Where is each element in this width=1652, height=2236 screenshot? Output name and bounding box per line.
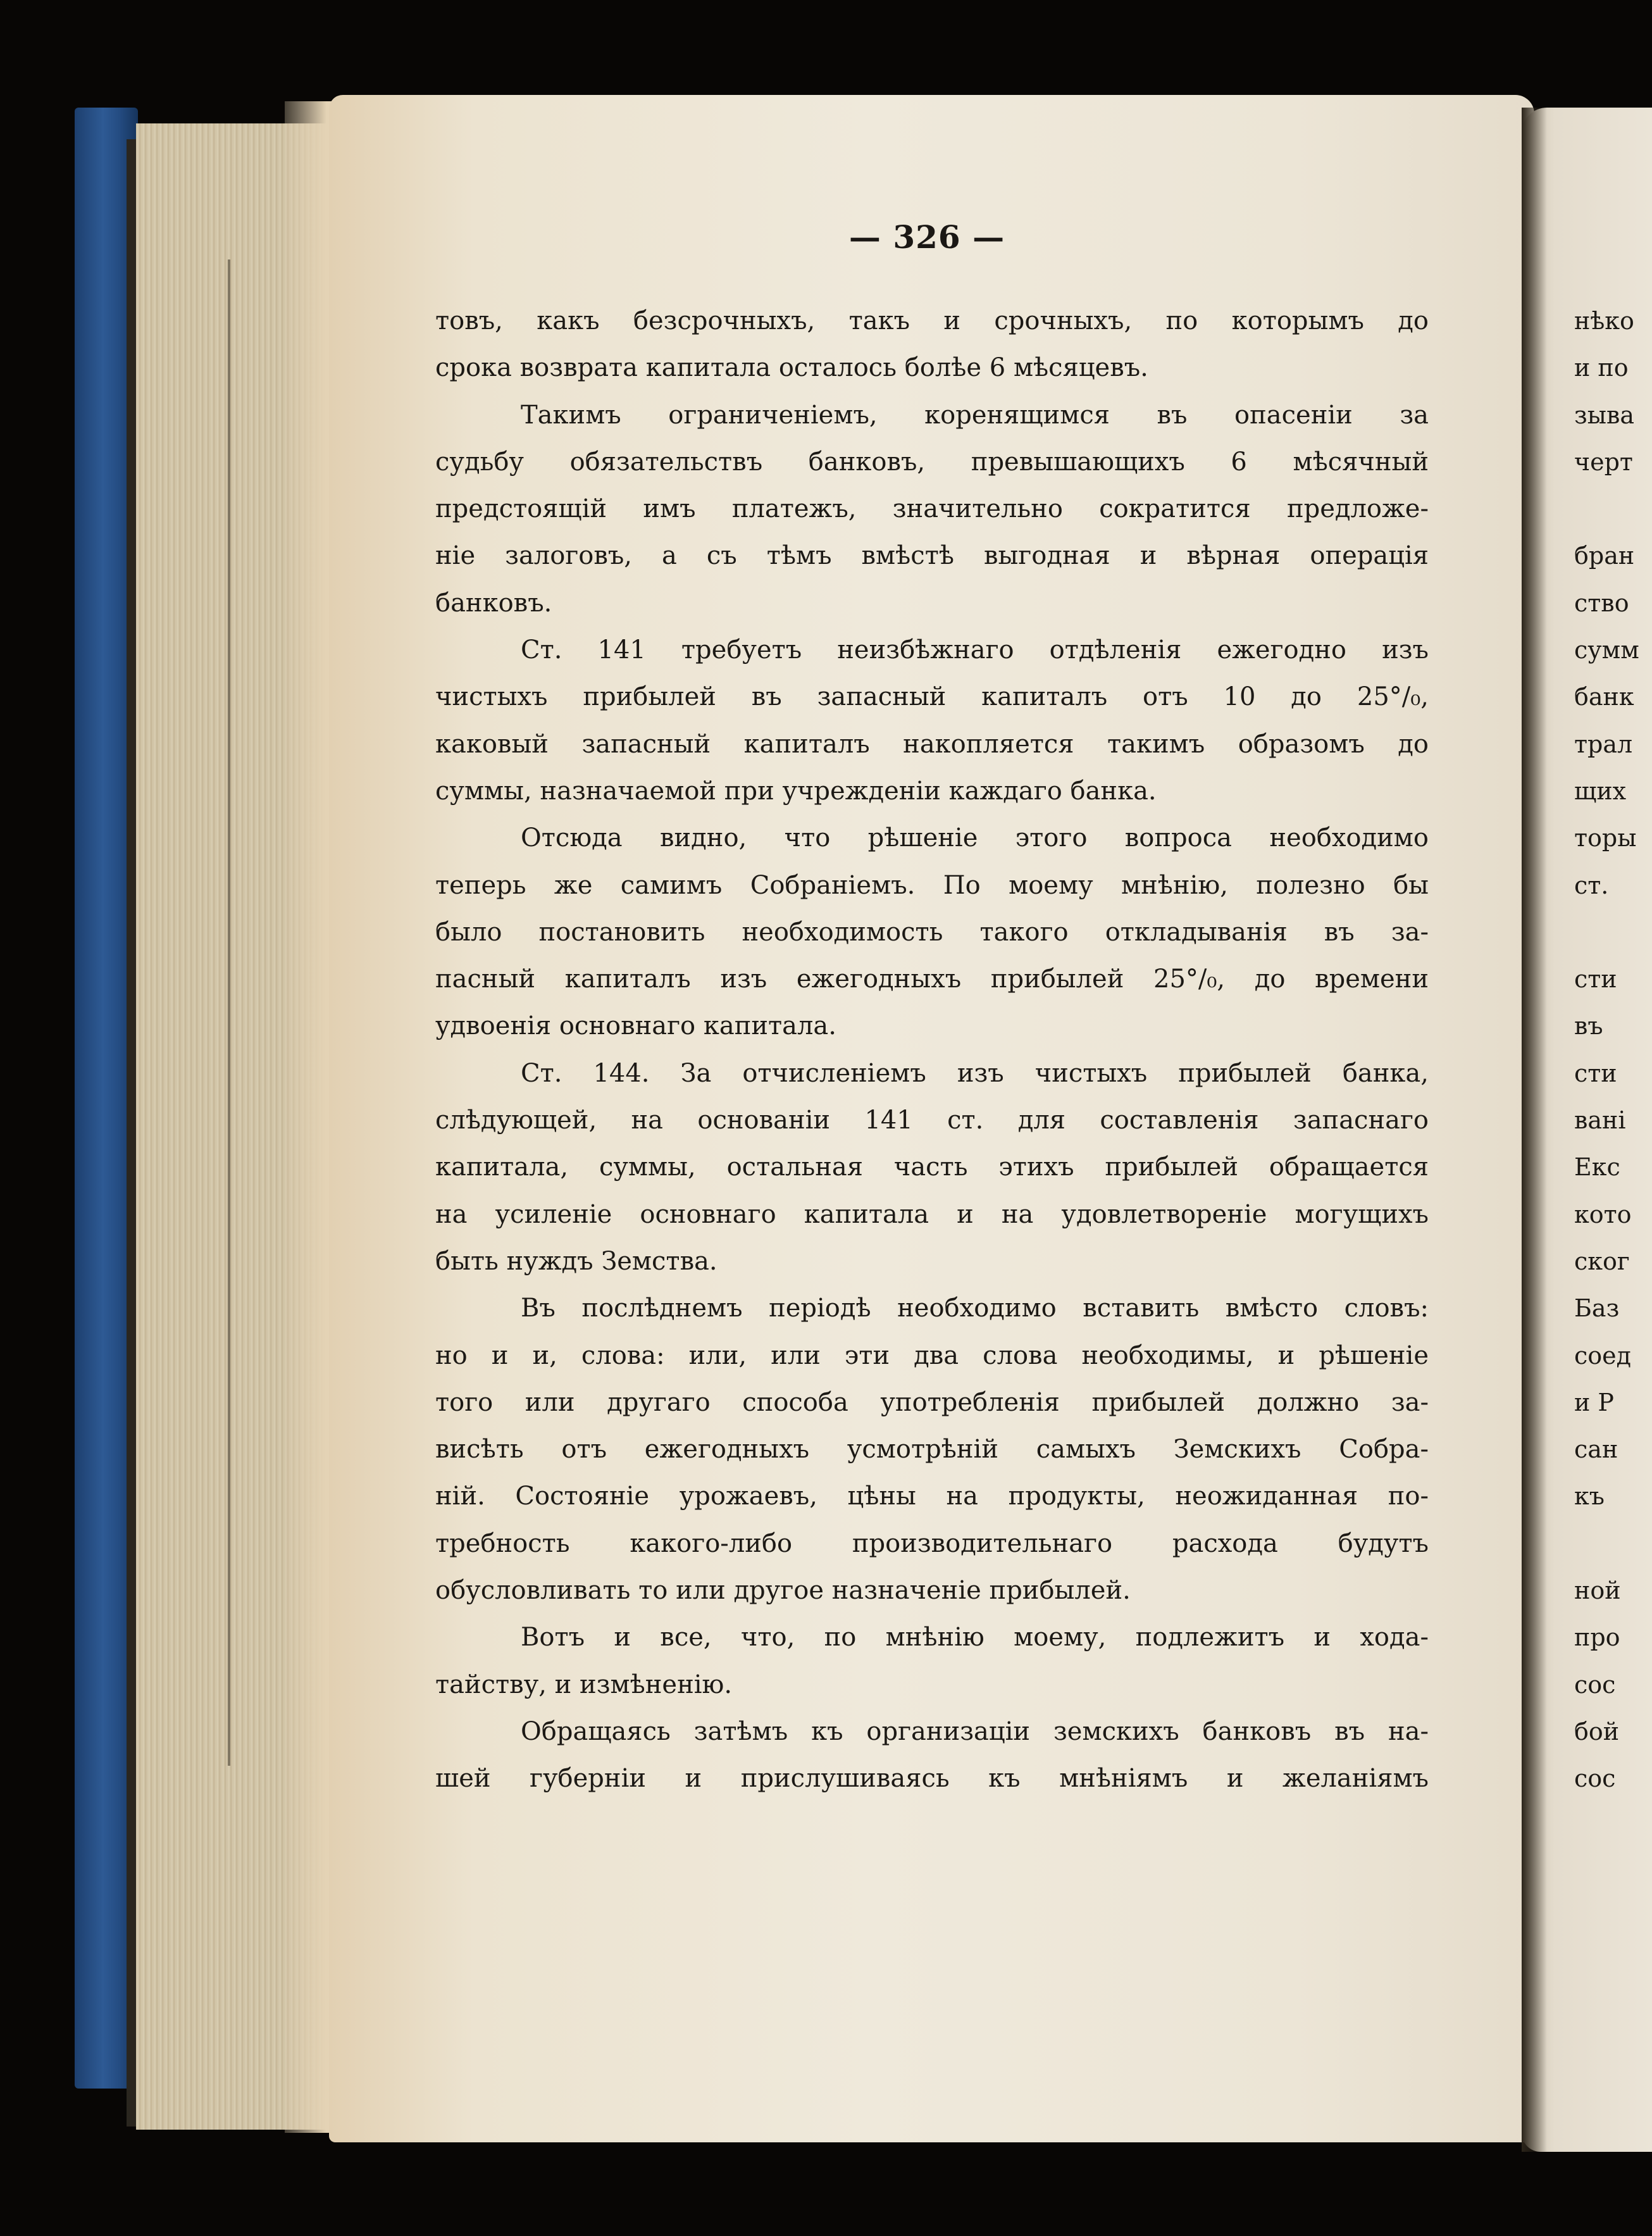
fragment-line: вані: [1574, 1106, 1626, 1135]
next-page-text: [1574, 297, 1652, 1802]
fragment-line: ског: [1574, 1247, 1630, 1275]
text-line: теперь же самимъ Собраніемъ. По моему мнѣнію, полезно бы: [435, 870, 1429, 900]
fragment-line: бой: [1574, 1717, 1620, 1746]
text-line: Отсюда видно, что рѣшеніе этого вопроса необходимо: [521, 823, 1429, 853]
text-line: но и и, слова: или, или эти два слова необходимы, и рѣшеніе: [435, 1340, 1429, 1370]
text-line: капитала, суммы, остальная часть этихъ прибылей обращается: [435, 1152, 1429, 1182]
fragment-line: и по: [1574, 354, 1629, 382]
page-text: [435, 297, 1429, 1802]
fragment-line: соед: [1574, 1341, 1632, 1370]
text-line: чистыхъ прибылей въ запасный капиталъ отъ 10 до 25°/₀,: [435, 682, 1429, 712]
fragment-line: щих: [1574, 777, 1627, 805]
fragment-line: ство: [1574, 589, 1629, 617]
text-line: того или другаго способа употребленія прибылей должно за-: [435, 1387, 1429, 1417]
fragment-line: ст.: [1574, 871, 1609, 899]
text-line: требность какого-либо производительнаго расхода будутъ: [435, 1528, 1429, 1558]
fragment-line: сан: [1574, 1435, 1618, 1464]
fragment-line: и Р: [1574, 1388, 1614, 1416]
text-line: Вотъ и все, что, по мнѣнію моему, подлежитъ и хода-: [521, 1623, 1429, 1652]
fragment-line: сти: [1574, 1059, 1617, 1087]
text-line: слѣдующей, на основаніи 141 ст. для составленія запаснаго: [435, 1106, 1429, 1135]
text-line: удвоенія основнаго капитала.: [435, 1011, 836, 1041]
binding-line: [228, 259, 230, 1766]
page-number: — 326 —: [848, 218, 1005, 256]
fragment-line: ной: [1574, 1577, 1621, 1605]
text-line: предстоящій имъ платежъ, значительно сократится предложе-: [435, 494, 1429, 524]
fragment-line: къ: [1574, 1482, 1605, 1511]
fragment-line: банк: [1574, 683, 1634, 711]
text-line: товъ, какъ безсрочныхъ, такъ и срочныхъ, по которымъ до: [435, 306, 1429, 335]
fragment-line: Баз: [1574, 1294, 1620, 1323]
fragment-line: кото: [1574, 1200, 1632, 1228]
fragment-line: сос: [1574, 1670, 1616, 1699]
fragment-line: торы: [1574, 824, 1637, 853]
fragment-line: Екс: [1574, 1153, 1620, 1182]
text-line: на усиленіе основнаго капитала и на удовлетвореніе могущихъ: [435, 1199, 1429, 1229]
text-line: обусловливать то или другое назначеніе прибылей.: [435, 1576, 1131, 1606]
text-line: пасный капиталъ изъ ежегодныхъ прибылей 25°/₀, до времени: [435, 965, 1429, 994]
fragment-line: сумм: [1574, 636, 1639, 665]
text-line: быть нуждъ Земства.: [435, 1246, 717, 1276]
text-line: суммы, назначаемой при учрежденіи каждаго банка.: [435, 776, 1157, 806]
text-line: каковый запасный капиталъ накопляется такимъ образомъ до: [435, 729, 1429, 759]
text-line: шей губерніи и прислушиваясь къ мнѣніямъ и желаніямъ: [435, 1764, 1429, 1794]
fragment-line: черт: [1574, 447, 1633, 476]
text-line: ніе залоговъ, а съ тѣмъ вмѣстѣ выгодная и вѣрная операція: [435, 541, 1429, 571]
fragment-line: [1574, 1520, 1652, 1567]
fragment-line: зыва: [1574, 401, 1635, 429]
fragment-line: [1574, 909, 1652, 956]
fragment-line: трал: [1574, 730, 1633, 758]
text-line: банковъ.: [435, 588, 552, 618]
text-line: срока возврата капитала осталось болѣе 6 мѣсяцевъ.: [435, 353, 1148, 383]
fragment-line: бран: [1574, 542, 1635, 570]
fragment-line: про: [1574, 1623, 1620, 1652]
text-line: судьбу обязательствъ банковъ, превышающихъ 6 мѣсячный: [435, 447, 1429, 477]
fragment-line: сос: [1574, 1764, 1616, 1793]
fragment-line: сти: [1574, 965, 1617, 994]
text-line: тайству, и измѣненію.: [435, 1670, 733, 1699]
text-line: Ст. 144. За отчисленіемъ изъ чистыхъ прибылей банка,: [521, 1058, 1429, 1088]
text-line: висѣть отъ ежегодныхъ усмотрѣній самыхъ Земскихъ Собра-: [435, 1435, 1429, 1465]
fragment-line: нѣко: [1574, 307, 1634, 335]
text-line: было постановить необходимость такого откладыванія въ за-: [435, 917, 1429, 947]
text-line: Въ послѣднемъ періодѣ необходимо вставить вмѣсто словъ:: [521, 1294, 1429, 1323]
fragment-line: въ: [1574, 1012, 1603, 1040]
text-line: Ст. 141 требуетъ неизбѣжнаго отдѣленія ежегодно изъ: [521, 635, 1429, 665]
text-line: Такимъ ограниченіемъ, коренящимся въ опасеніи за: [521, 400, 1429, 430]
page-gutter-shadow: [1522, 108, 1547, 2152]
text-line: Обращаясь затѣмъ къ организаціи земскихъ банковъ въ на-: [521, 1716, 1429, 1746]
fragment-line: [1574, 485, 1652, 532]
text-line: ній. Состояніе урожаевъ, цѣны на продукты, неожиданная по-: [435, 1482, 1429, 1511]
